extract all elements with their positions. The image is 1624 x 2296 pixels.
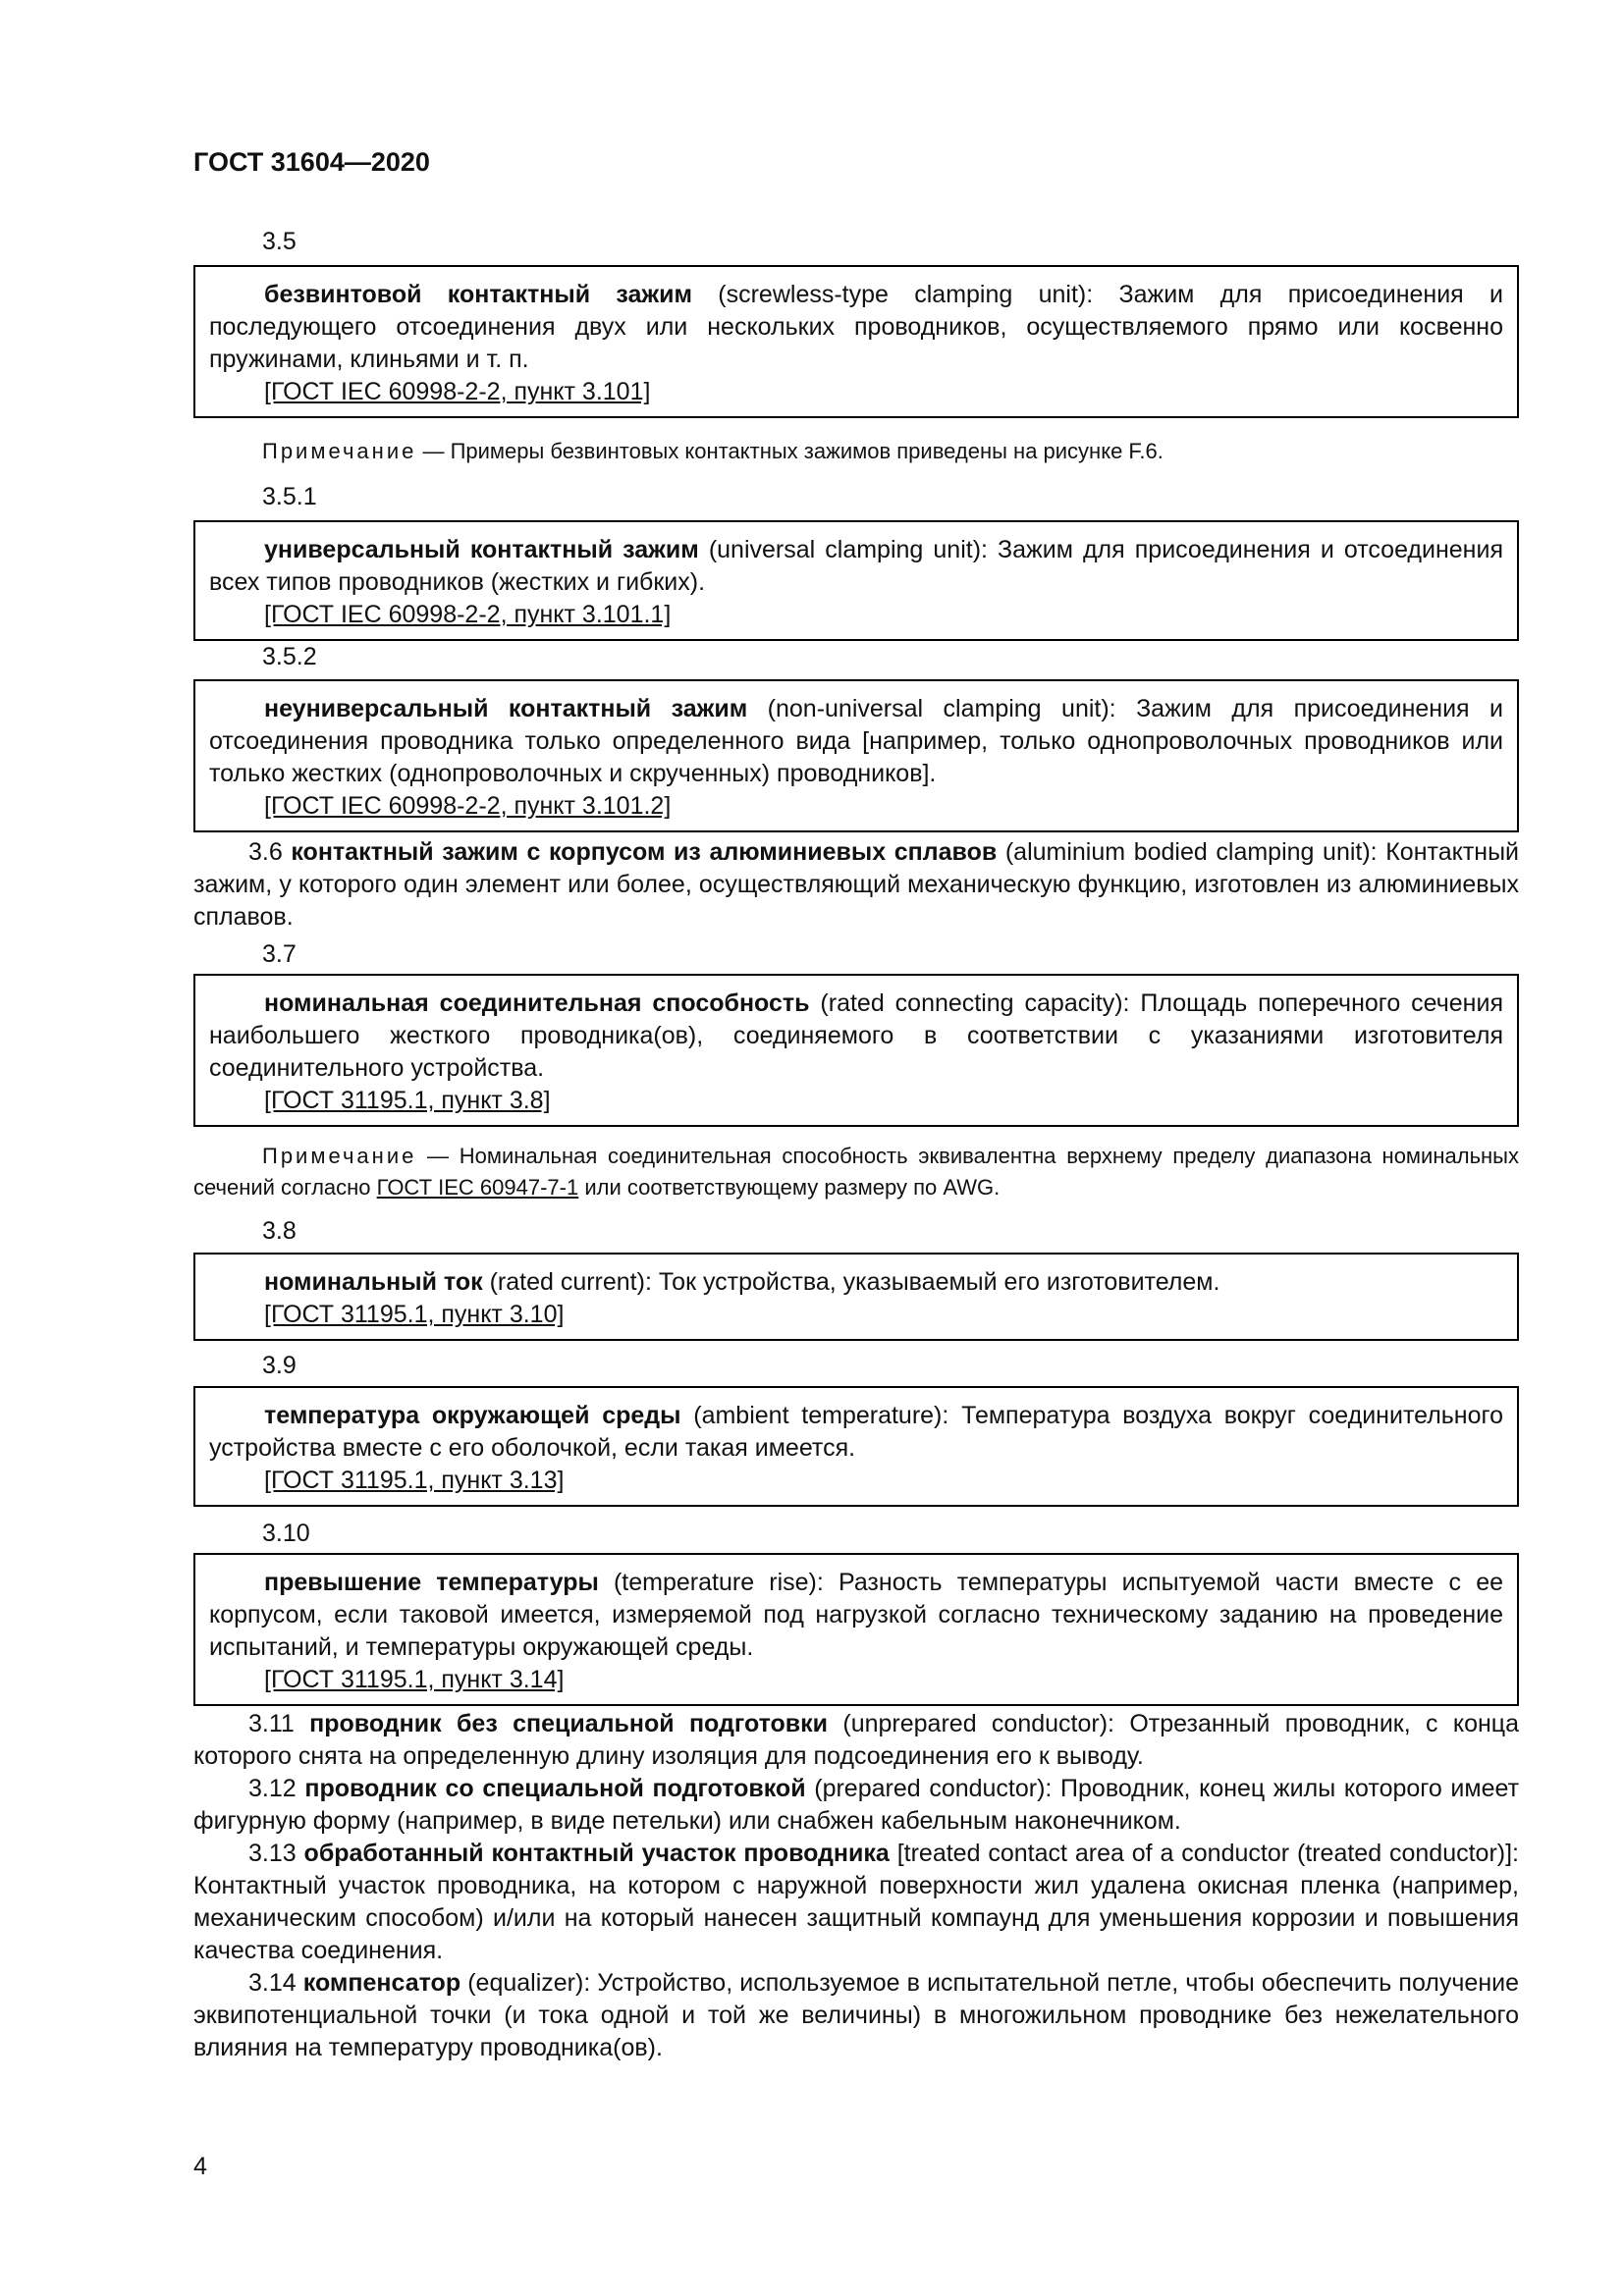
note-dash: — bbox=[416, 1144, 460, 1168]
term-paragraph bbox=[193, 836, 1519, 934]
term-definition bbox=[209, 693, 1503, 790]
term-text: (temperature rise): Разность температуры испытуемой части вместе с ее корпусом, если таковой имеется, измеряемой под нагрузкой согласно техническому заданию на проведение испытаний, и температуры окружающей среды. bbox=[209, 1569, 1504, 1661]
term-text: (prepared conductor): Проводник, конец жилы которого имеет фигурную форму (например, в виде петельки) или снабжен кабельным наконечником. bbox=[193, 1775, 1520, 1835]
term-box bbox=[193, 1386, 1519, 1507]
term-definition bbox=[209, 1400, 1503, 1465]
term-source-link[interactable]: [ГОСТ IEC 60998-2-2, пункт 3.101.1] bbox=[264, 601, 672, 628]
term-text: (universal clamping unit): Зажим для присоединения и отсоединения всех типов проводников (жестких и гибких). bbox=[209, 536, 1503, 596]
note bbox=[193, 436, 1519, 467]
term-number: 3.5.2 bbox=[262, 643, 317, 670]
term-paragraph bbox=[193, 1967, 1519, 2064]
term-number: 3.7 bbox=[262, 940, 297, 968]
term-definition bbox=[209, 988, 1503, 1085]
term-title: обработанный контактный участок проводника bbox=[303, 1840, 890, 1867]
term-source-link[interactable]: [ГОСТ 31195.1, пункт 3.14] bbox=[264, 1666, 565, 1693]
term-title: безвинтовой контактный зажим bbox=[264, 281, 692, 308]
term-text: (non-universal clamping unit): Зажим для присоединения и отсоединения проводника только определенного вида [например, только однопроволочных проводников или только жестких (однопроволочных и скрученных) проводников]. bbox=[209, 695, 1503, 787]
note-lead: Примечание bbox=[262, 439, 417, 463]
term-number: 3.10 bbox=[262, 1520, 310, 1547]
note-text: Примеры безвинтовых контактных зажимов приведены на рисунке F.6. bbox=[450, 439, 1164, 463]
term-box bbox=[193, 679, 1519, 832]
standard-link[interactable]: ГОСТ IEC 60947-7-1 bbox=[376, 1175, 579, 1200]
term-number: 3.12 bbox=[248, 1775, 305, 1802]
term-title: компенсатор bbox=[302, 1969, 461, 1997]
term-title: номинальный ток bbox=[264, 1268, 483, 1296]
term-box bbox=[193, 265, 1519, 418]
term-paragraph bbox=[193, 1773, 1519, 1838]
term-number: 3.8 bbox=[262, 1217, 297, 1245]
term-number: 3.6 bbox=[248, 838, 292, 866]
term-text: (rated connecting capacity): Площадь поперечного сечения наибольшего жесткого проводника(ов), соединяемого в соответствии с указаниями изготовителя соединительного устройства. bbox=[209, 989, 1503, 1082]
term-text: (aluminium bodied clamping unit): Контактный зажим, у которого один элемент или более, осуществляющий механическую функцию, изготовлен из алюминиевых сплавов. bbox=[193, 838, 1520, 931]
term-title: номинальная соединительная способность bbox=[264, 989, 810, 1017]
term-title: проводник со специальной подготовкой bbox=[304, 1775, 806, 1802]
term-source-link[interactable]: [ГОСТ 31195.1, пункт 3.8] bbox=[264, 1087, 551, 1114]
term-title: температура окружающей среды bbox=[264, 1402, 681, 1429]
term-title: превышение температуры bbox=[264, 1569, 599, 1596]
term-definition bbox=[209, 279, 1503, 376]
note bbox=[193, 1141, 1519, 1203]
term-title: проводник без специальной подготовки bbox=[309, 1710, 829, 1737]
term-text: (equalizer): Устройство, используемое в испытательной петле, чтобы обеспечить получение эквипотенциальной точки (и тока одной и той же величины) в многожильном проводнике без нежелательного влияния на температуру проводника(ов). bbox=[193, 1969, 1519, 2061]
term-text: (ambient temperature): Температура воздуха вокруг соединительного устройства вместе с его оболочкой, если такая имеется. bbox=[209, 1402, 1503, 1462]
term-title: универсальный контактный зажим bbox=[264, 536, 699, 563]
term-source-link[interactable]: [ГОСТ IEC 60998-2-2, пункт 3.101.2] bbox=[264, 792, 672, 820]
term-number: 3.5.1 bbox=[262, 483, 317, 510]
term-box bbox=[193, 1553, 1519, 1706]
term-title: неуниверсальный контактный зажим bbox=[264, 695, 748, 722]
term-number: 3.11 bbox=[248, 1710, 310, 1737]
term-definition bbox=[209, 534, 1503, 599]
term-number: 3.9 bbox=[262, 1352, 297, 1379]
term-number: 3.14 bbox=[248, 1969, 303, 1997]
term-box bbox=[193, 1253, 1519, 1341]
term-text: (unprepared conductor): Отрезанный проводник, с конца которого снята на определенную длину изоляция для подсоединения его к выводу. bbox=[193, 1710, 1520, 1770]
term-paragraph bbox=[193, 1838, 1519, 1967]
note-text: или соответствующему размеру по AWG. bbox=[578, 1175, 1001, 1200]
term-paragraphs bbox=[193, 1708, 1519, 2064]
note-text: Номинальная соединительная способность эквивалентна верхнему пределу диапазона номинальных сечений согласно bbox=[193, 1144, 1519, 1200]
term-source-link[interactable]: [ГОСТ IEC 60998-2-2, пункт 3.101] bbox=[264, 378, 651, 405]
term-box bbox=[193, 520, 1519, 641]
page-number: 4 bbox=[193, 2153, 207, 2180]
term-title: контактный зажим с корпусом из алюминиевых сплавов bbox=[291, 838, 998, 866]
term-definition bbox=[209, 1266, 1503, 1299]
term-paragraph bbox=[193, 1708, 1519, 1773]
term-text: (rated current): Ток устройства, указываемый его изготовителем. bbox=[482, 1268, 1220, 1296]
term-number: 3.13 bbox=[248, 1840, 304, 1867]
term-text: [treated contact area of a conductor (treated conductor)]: Контактный участок проводника, на котором с наружной поверхности жил удалена окисная пленка (например, механическим способом) и/или на который нанесен защитный компаунд для уменьшения коррозии и повышения качества соединения. bbox=[193, 1840, 1519, 1964]
note-lead: Примечание bbox=[262, 1144, 417, 1168]
term-number: 3.5 bbox=[262, 228, 297, 255]
term-box bbox=[193, 974, 1519, 1127]
term-source-link[interactable]: [ГОСТ 31195.1, пункт 3.13] bbox=[264, 1467, 565, 1494]
term-definition bbox=[209, 1567, 1503, 1664]
note-dash: — bbox=[416, 439, 451, 463]
term-text: (screwless-type clamping unit): Зажим для присоединения и последующего отсоединения двух или нескольких проводников, осуществляемого прямо или косвенно пружинами, клиньями и т. п. bbox=[209, 281, 1503, 373]
term-source-link[interactable]: [ГОСТ 31195.1, пункт 3.10] bbox=[264, 1301, 565, 1328]
document-header: ГОСТ 31604—2020 bbox=[193, 147, 430, 177]
